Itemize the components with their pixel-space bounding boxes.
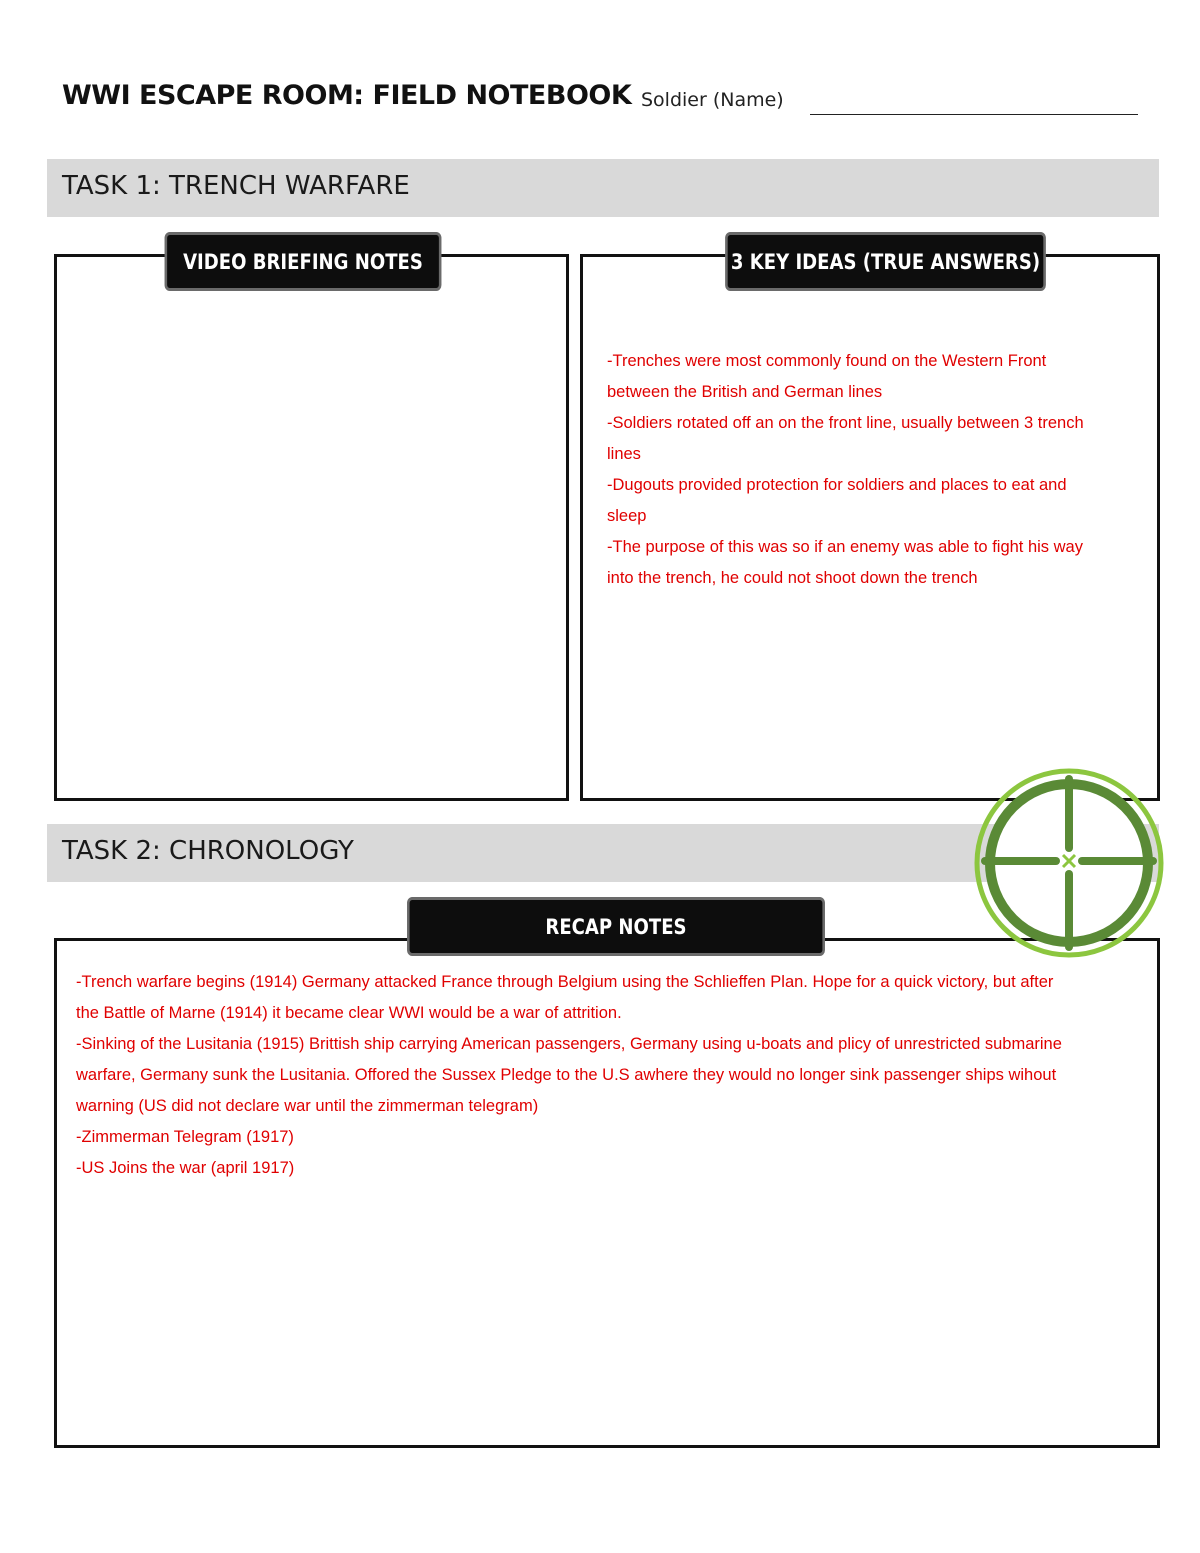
note-line: into the trench, he could not shoot down the trench — [607, 569, 978, 587]
note-line: warfare, Germany sunk the Lusitania. Offored the Sussex Pledge to the U.S awhere they would no longer sink passenger ships wihout — [76, 1066, 1057, 1084]
recap-notes — [76, 967, 1144, 1184]
soldier-name-label: Soldier (Name) — [641, 89, 784, 111]
note-line: -Sinking of the Lusitania (1915) Brittish ship carrying American passengers, Germany using u-boats and plicy of unrestricted submarine — [76, 1035, 1062, 1053]
crosshair-scope-icon — [972, 766, 1166, 960]
note-line: the Battle of Marne (1914) it became clear WWI would be a war of attrition. — [76, 1004, 622, 1022]
note-line: between the British and German lines — [607, 383, 883, 401]
note-line: lines — [607, 445, 641, 463]
page-title: WWI ESCAPE ROOM: FIELD NOTEBOOK — [62, 80, 632, 111]
note-line: -Trench warfare begins (1914) Germany attacked France through Belgium using the Schlieffen Plan. Hope for a quick victory, but after — [76, 973, 1054, 991]
task1-title: TASK 1: TRENCH WARFARE — [62, 171, 410, 201]
note-line: -Dugouts provided protection for soldiers and places to eat and — [607, 476, 1067, 494]
note-line: -Trenches were most commonly found on the Western Front — [607, 352, 1047, 370]
key-ideas-label: 3 KEY IDEAS (TRUE ANSWERS) — [725, 232, 1046, 291]
note-line: -Soldiers rotated off an on the front line, usually between 3 trench — [607, 414, 1084, 432]
task1-header — [47, 159, 1159, 217]
recap-notes-label: RECAP NOTES — [407, 897, 825, 956]
video-briefing-notes-label: VIDEO BRIEFING NOTES — [165, 232, 442, 291]
soldier-name-line[interactable] — [810, 114, 1138, 115]
note-line: -The purpose of this was so if an enemy was able to fight his way — [607, 538, 1083, 556]
task2-title: TASK 2: CHRONOLOGY — [62, 836, 354, 866]
note-line: warning (US did not declare war until the zimmerman telegram) — [76, 1097, 539, 1115]
note-line: -Zimmerman Telegram (1917) — [76, 1128, 294, 1146]
note-line: sleep — [607, 507, 647, 525]
key-ideas-notes — [607, 346, 1137, 594]
note-line: -US Joins the war (april 1917) — [76, 1159, 295, 1177]
video-briefing-notes-box[interactable] — [54, 254, 569, 801]
